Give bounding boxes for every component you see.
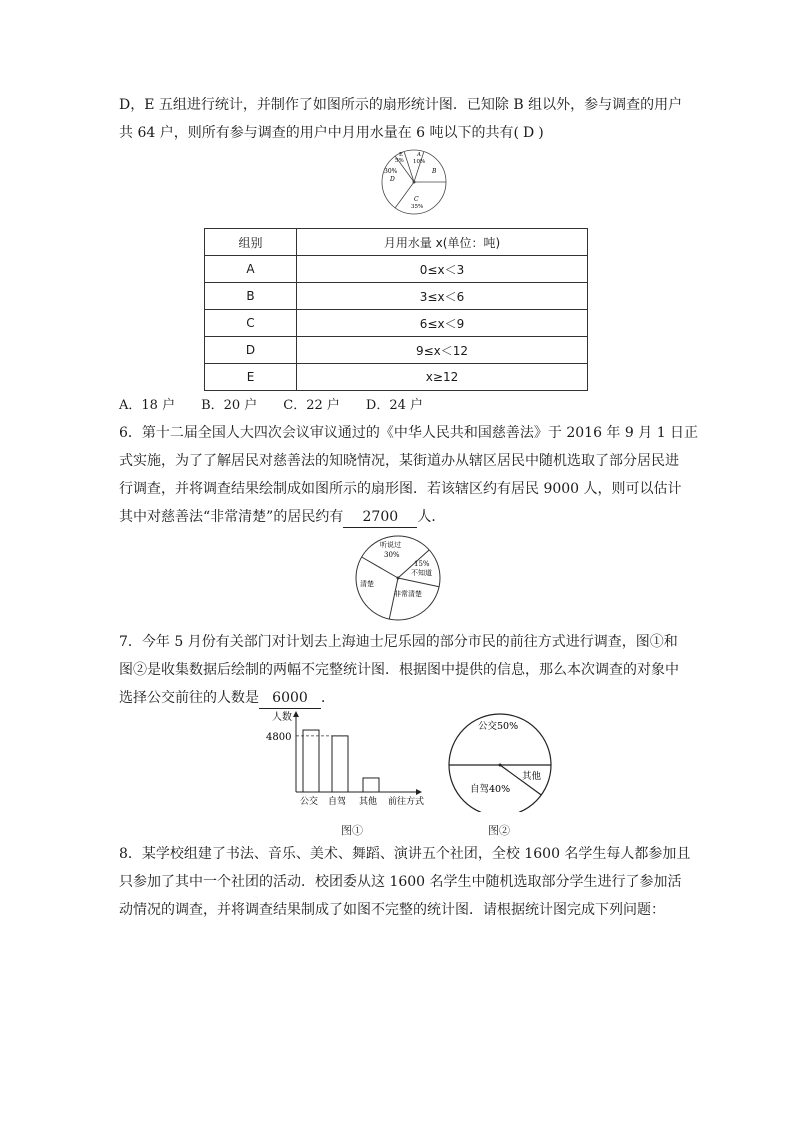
table-row xyxy=(205,256,588,283)
q5-pie-label-d: D xyxy=(390,176,395,183)
q7-bar-chart xyxy=(266,704,426,816)
table-cell-range: 0≤x＜3 xyxy=(297,256,588,283)
q5-pie-label-d-pct: 30% xyxy=(384,168,398,175)
table-cell-group: D xyxy=(205,337,297,364)
q7-xtick-drive: 自驾 xyxy=(328,797,347,807)
q6-line-2: 式实施，为了了解居民对慈善法的知晓情况，某街道办从辖区居民中随机选取了部分居民进 xyxy=(119,453,679,469)
q7-fig1-caption: 图① xyxy=(341,824,363,837)
q7-bar-自驾 xyxy=(332,736,348,792)
q5-pie-center-dot xyxy=(413,181,416,184)
q5-pie-label-e-pct: 5% xyxy=(395,158,404,164)
q7-bar-其他 xyxy=(363,778,379,792)
table-cell-group: C xyxy=(205,310,297,337)
water-usage-table xyxy=(204,228,588,391)
q8-line-1: 8．某学校组建了书法、音乐、美术、舞蹈、演讲五个社团，全校 1600 名学生每人都参加且 xyxy=(119,846,691,862)
q7-pie-center-dot xyxy=(499,764,502,767)
table-cell-group: B xyxy=(205,283,297,310)
q5-pie-chart xyxy=(374,147,454,217)
q5-pie-label-e: E xyxy=(399,152,404,158)
q5-line-2-pre: 共 64 户，则所有参与调查的用户中月用水量在 6 吨以下的共有( xyxy=(119,125,519,141)
table-row xyxy=(205,310,588,337)
q5-line-2 xyxy=(119,123,544,143)
q6-answer-blank: 2700 xyxy=(343,507,417,528)
q5-pie-slice-1-A xyxy=(404,152,414,182)
table-cell-group: E xyxy=(205,364,297,391)
q6-pie-slice-3-非常清楚 xyxy=(398,578,439,587)
q5-pie-label-c-pct: 35% xyxy=(411,204,424,210)
q5-line-1: D，E 五组进行统计，并制作了如图所示的扇形统计图．已知除 B 组以外，参与调查的用户 xyxy=(119,97,683,113)
table-cell-range: 9≤x＜12 xyxy=(297,337,588,364)
q5-pie-label-a-pct: 10% xyxy=(413,159,426,165)
q6-label-unknown: 不知道 xyxy=(411,569,432,577)
table-row xyxy=(205,337,588,364)
q7-xtick-other: 其他 xyxy=(359,797,378,807)
table-header-usage: 月用水量 x(单位：吨) xyxy=(297,229,588,256)
table-row xyxy=(205,283,588,310)
q6-pie-center-dot xyxy=(397,577,400,580)
q7-pie-chart xyxy=(446,702,554,812)
q5-answer: D xyxy=(522,125,535,141)
q6-line-4 xyxy=(119,507,445,528)
q5-line-2-post: ) xyxy=(538,125,544,141)
q6-label-heard-pct: 30% xyxy=(384,551,400,559)
q7-label-other: 其他 xyxy=(522,771,542,782)
q7-y-axis-arrow xyxy=(293,711,299,717)
table-header-group: 组别 xyxy=(205,229,297,256)
q5-options: A．18 户 B．20 户 C．22 户 D．24 户 xyxy=(119,398,424,413)
table-row xyxy=(205,364,588,391)
q7-line-3-post: ． xyxy=(321,690,335,706)
q7-line-3-pre: 选择公交前往的人数是 xyxy=(119,690,259,706)
q7-label-drive: 自驾40% xyxy=(470,784,511,795)
q8-line-3: 动情况的调查，并将调查结果制成了如图不完整的统计图．请根据统计图完成下列问题： xyxy=(119,902,665,918)
q6-line-4-post: 人． xyxy=(417,509,446,525)
q6-label-clear: 清楚 xyxy=(360,580,374,588)
q6-label-very-clear: 非常清楚 xyxy=(394,590,422,598)
q5-pie-label-a: A xyxy=(417,152,421,158)
table-cell-range: x≥12 xyxy=(297,364,588,391)
q6-label-unknown-pct: 15% xyxy=(414,560,430,568)
q7-xlabel: 前往方式 xyxy=(388,797,425,807)
q7-answer-blank: 6000 xyxy=(259,688,321,709)
q7-xtick-bus: 公交 xyxy=(300,797,319,807)
q6-pie-slice-4-清楚 xyxy=(389,578,398,619)
q6-label-heard: 听说过 xyxy=(380,541,401,549)
q7-line-2: 图②是收集数据后绘制的两幅不完整统计图．根据图中提供的信息，那么本次调查的对象中 xyxy=(119,662,679,678)
q6-line-1: 6．第十二届全国人大四次会议审议通过的《中华人民共和国慈善法》于 2016 年 9 月 1 日正 xyxy=(119,425,699,441)
table-cell-group: A xyxy=(205,256,297,283)
q8-line-2: 只参加了其中一个社团的活动．校团委从这 1600 名学生中随机选取部分学生进行了参加活 xyxy=(119,874,682,890)
q7-line-1: 7．今年 5 月份有关部门对计划去上海迪士尼乐园的部分市民的前往方式进行调查，图①和 xyxy=(119,634,678,650)
q6-pie-chart xyxy=(348,534,448,622)
q7-bar-公交 xyxy=(303,730,319,792)
q6-line-4-pre: 其中对慈善法“非常清楚”的居民约有 xyxy=(119,509,344,525)
q7-ylabel: 人数 xyxy=(272,712,292,723)
table-header-row xyxy=(205,229,588,256)
table-cell-range: 6≤x＜9 xyxy=(297,310,588,337)
q5-pie-label-b: B xyxy=(432,168,437,175)
q6-line-3: 行调查，并将调查结果绘制成如图所示的扇形图．若该辖区约有居民 9000 人，则可以估计 xyxy=(119,481,682,497)
q7-label-bus: 公交50% xyxy=(478,721,519,732)
q7-fig2-caption: 图② xyxy=(488,824,510,837)
table-cell-range: 3≤x＜6 xyxy=(297,283,588,310)
q7-ytick-4800: 4800 xyxy=(266,731,292,743)
q7-x-axis-arrow xyxy=(416,789,422,795)
q5-pie-label-c: C xyxy=(414,196,419,203)
q6-pie-slice-1-听说过 xyxy=(362,557,398,578)
q7-bar-marks xyxy=(303,730,379,792)
